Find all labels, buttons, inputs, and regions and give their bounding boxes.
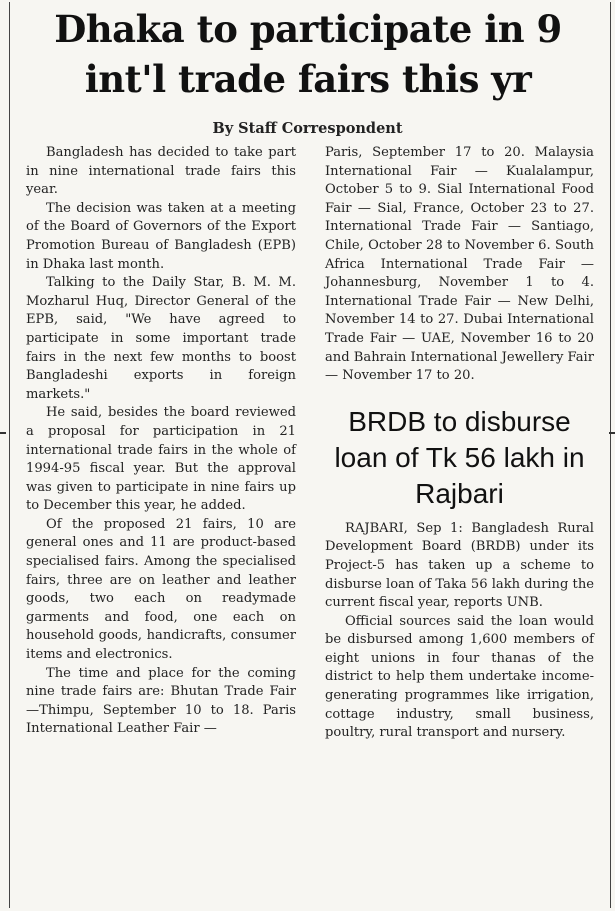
margin-mark [0,432,6,434]
left-column [26,144,296,739]
headline-line-1: Dhaka to participate in 9 [54,7,562,51]
continued-paragraph: Paris, September 17 to 20. Malaysia International Fair — Kualalampur, October 5 to 9. Sial International Food Fair — Sial, France, October 23 to 27. International Trade Fair — Santiago, Chile, October 28 to November 6. South Africa International Trade Fair — Johannesburg, November 1 to 4. International Trade Fair — New Delhi, November 14 to 27. Dubai International Trade Fair — UAE, November 16 to 20 and Bahrain International Jewellery Fair — November 17 to 20. [325,145,594,384]
headline-line-2: int'l trade fairs this yr [84,57,532,101]
paragraph: The decision was taken at a meeting of the Board of Governors of the Export Promotion Bureau of Bangladesh (EPB) in Dhaka last month. [26,200,296,272]
right-column [325,144,594,743]
paragraph: Official sources said the loan would be disbursed among 1,600 members of eight unions in four thanas of the district to help them undertake income-generating programmes like irrigation, cottage industry, small business, poultry, rural transport and nursery. [325,613,594,741]
paragraph: Of the proposed 21 fairs, 10 are general ones and 11 are product-based specialised fairs. Among the specialised fairs, three are on leather and leather goods, two each on readymade garments and food, one each on household goods, handicrafts, consumer items and electronics. [26,516,296,663]
paragraph: RAJBARI, Sep 1: Bangladesh Rural Development Board (BRDB) under its Project-5 has taken up a scheme to disburse loan of Taka 56 lakh during the current fiscal year, reports UNB. [325,520,594,611]
paragraph: Bangladesh has decided to take part in nine international trade fairs this year. [26,145,296,198]
margin-mark [609,432,615,434]
byline: By Staff Correspondent [212,120,403,137]
main-headline [12,4,604,104]
second-article-headline: BRDB to disburse loan of Tk 56 lakh in Rajbari [334,405,585,509]
paragraph: Talking to the Daily Star, B. M. M. Mozharul Huq, Director General of the EPB, said, "We have agreed to participate in some important trade fairs in the next few months to boost Bangladeshi exports in foreign markets." [26,275,296,402]
paragraph: He said, besides the board reviewed a proposal for participation in 21 international trade fairs in the whole of 1994-95 fiscal year. But the approval was given to participate in nine fairs up to December this year, he added. [26,405,296,514]
paragraph: The time and place for the coming nine trade fairs are: Bhutan Trade Fair —Thimpu, September 10 to 18. Paris International Leather Fair — [26,665,296,737]
